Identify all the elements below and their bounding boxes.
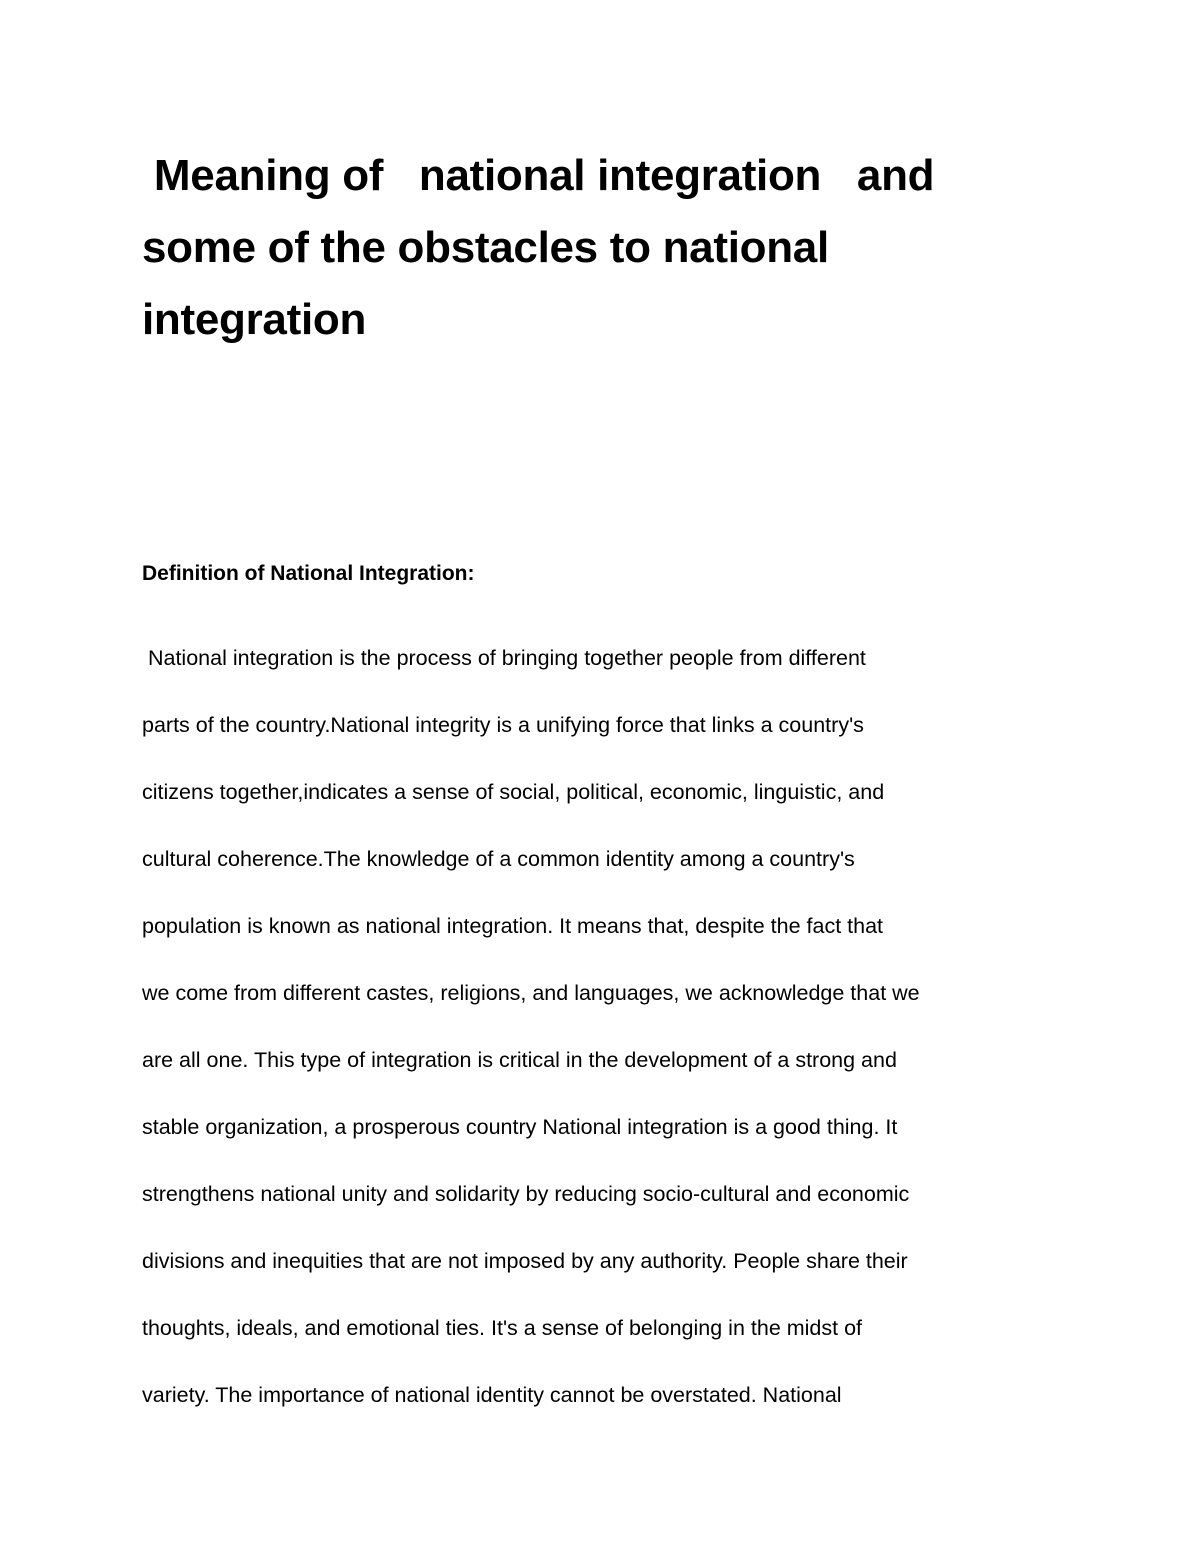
body-text-line: stable organization, a prosperous country National integration is a good thing. It — [142, 1115, 898, 1139]
section-heading-definition: Definition of National Integration: — [142, 562, 475, 585]
body-text-line: divisions and inequities that are not imposed by any authority. People share their — [142, 1249, 908, 1273]
body-text-line: population is known as national integration. It means that, despite the fact that — [142, 914, 884, 938]
body-text-line: we come from different castes, religions, and languages, we acknowledge that we — [142, 981, 920, 1005]
body-text-line: National integration is the process of bringing together people from different — [142, 646, 866, 670]
body-text-line: thoughts, ideals, and emotional ties. It's a sense of belonging in the midst of — [142, 1316, 863, 1340]
body-text-line: variety. The importance of national identity cannot be overstated. National — [142, 1383, 842, 1407]
body-text-line: parts of the country.National integrity is a unifying force that links a country's — [142, 713, 864, 737]
document-title-line-2: some of the obstacles to national — [142, 223, 829, 272]
body-text-line: strengthens national unity and solidarity by reducing socio-cultural and economic — [142, 1182, 910, 1206]
body-text-line: citizens together,indicates a sense of social, political, economic, linguistic, and — [142, 780, 885, 804]
document-title-line-1: Meaning of national integration and — [142, 151, 935, 200]
document-title-line-3: integration — [142, 295, 367, 344]
body-text-line: cultural coherence.The knowledge of a common identity among a country's — [142, 847, 855, 871]
body-text-line: are all one. This type of integration is critical in the development of a strong and — [142, 1048, 897, 1072]
